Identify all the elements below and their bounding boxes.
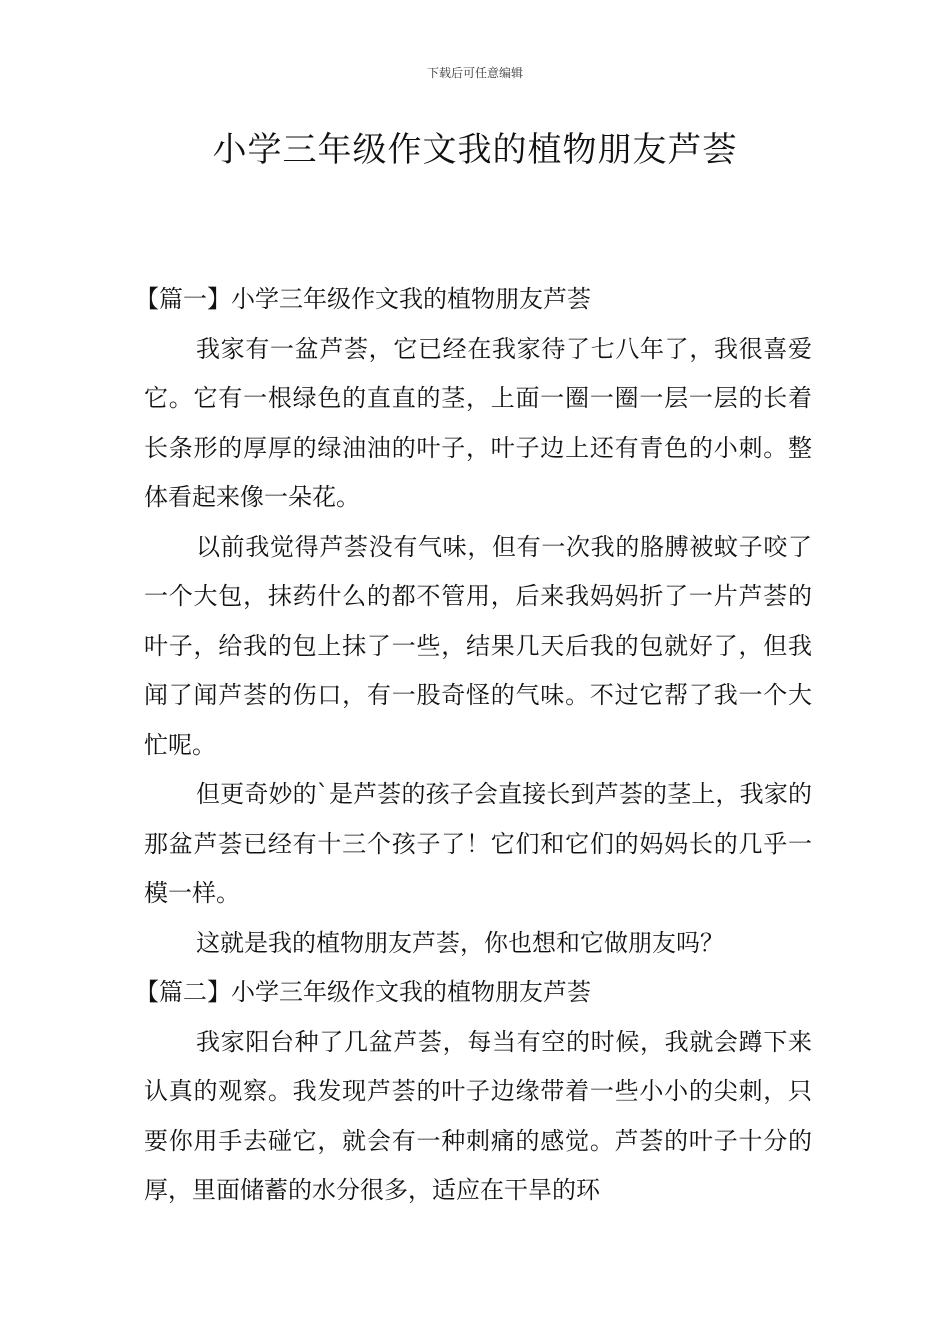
- document-title: 小学三年级作文我的植物朋友芦荟: [212, 130, 738, 170]
- header-note: 下载后可任意编辑: [426, 66, 523, 80]
- paragraph: 这就是我的植物朋友芦荟，你也想和它做朋友吗？: [196, 928, 724, 957]
- section-heading-2: 【篇二】小学三年级作文我的植物朋友芦荟: [135, 978, 591, 1006]
- section-heading-1: 【篇一】小学三年级作文我的植物朋友芦荟: [135, 285, 591, 313]
- paragraph: 我家有一盆芦荟，它已经在我家待了七八年了，我很喜爱它。它有一根绿色的直直的茎，上面一圈一圈一层一层的长着长条形的厚厚的绿油油的叶子，叶子边上还有青色的小刺。整体看起来像一朵花。: [144, 334, 812, 511]
- document-body: [135, 275, 812, 1216]
- paragraph: 但更奇妙的`是芦荟的孩子会直接长到芦荟的茎上，我家的那盆芦荟已经有十三个孩子了！它们和它们的妈妈长的几乎一模一样。: [144, 780, 812, 907]
- paragraph: 以前我觉得芦荟没有气味，但有一次我的胳膊被蚊子咬了一个大包，抹药什么的都不管用，后来我妈妈折了一片芦荟的叶子，给我的包上抹了一些，结果几天后我的包就好了，但我闻了闻芦荟的伤口，有一股奇怪的气味。不过它帮了我一个大忙呢。: [144, 532, 812, 759]
- paragraph: 我家阳台种了几盆芦荟，每当有空的时候，我就会蹲下来认真的观察。我发现芦荟的叶子边缘带着一些小小的尖刺，只要你用手去碰它，就会有一种刺痛的感觉。芦荟的叶子十分的厚，里面储蓄的水分很多，适应在干旱的环: [144, 1027, 812, 1204]
